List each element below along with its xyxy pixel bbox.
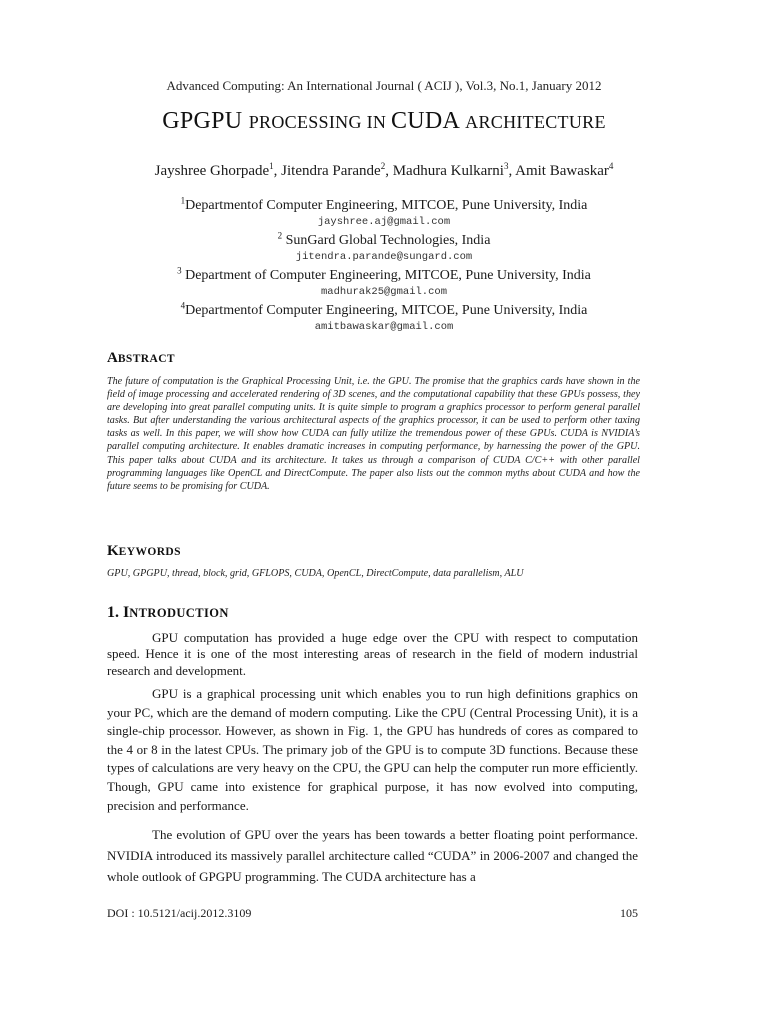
email-4: amitbawaskar@gmail.com [314,321,454,333]
intro-paragraph-3: The evolution of GPU over the years has been towards a better floating point performance. NVIDIA introduced its massively parallel architecture called “CUDA” in 2006-2007 and changed the whole outlook of GPGPU programming. The CUDA architecture has a [107,827,638,884]
affiliation-2: $^2$ SunGard Global Technologies, India [277,230,491,248]
affiliations [0,197,768,337]
intro-paragraph-2: GPU is a graphical processing unit which enables you to run high definitions graphics on your PC, which are the demand of modern computing. Like the CPU (Central Processing Unit), it is a single-chip processor. However, as shown in Fig. 1, the GPU has hundreds of cores as compared to the 4 or 8 in the latest CPUs. The primary job of the GPU is to compute 3D functions. Because these types of calculations are very heavy on the CPU, the GPU can help the computer run more efficiently. Though, GPU came into existence for graphical purpose, it has now evolved into computing, precision and performance. [107,686,638,813]
author-list [0,163,768,180]
paper-title: GPGPU PROCESSING IN CUDA ARCHITECTURE [162,108,606,134]
intro-paragraph-1: GPU computation has provided a huge edge over the CPU with respect to computation speed. Hence it is one of the most interesting areas of research in the field of modern industrial research and development. [107,630,638,678]
page-number: 105 [620,906,638,920]
author-2: Jitendra Parande$^2$, [281,161,393,179]
email-3: madhurak25@gmail.com [320,286,448,298]
author-4: Amit Bawaskar$^4$ [515,161,614,179]
doi: DOI : 10.5121/acij.2012.3109 [107,906,252,920]
affiliation-1: $^1$Departmentof Computer Engineering, MITCOE, Pune University, India [180,195,588,213]
email-2: jitendra.parande@sungard.com [295,251,473,263]
affiliation-3: $^3$ Department of Computer Engineering, MITCOE, Pune University, India [177,265,591,283]
affiliation-4: $^4$Departmentof Computer Engineering, MITCOE, Pune University, India [180,300,588,318]
abstract-text: The future of computation is the Graphical Processing Unit, i.e. the GPU. The promise that the graphics cards have shown in the field of image processing and accelerated rendering of 3D scenes, and the computational capability that these GPUs possess, they are developing into great parallel computing units. It is quite simple to program a graphics processor to perform general parallel tasks. But after understanding the various architectural aspects of the graphics processor, it can be used to perform other taxing tasks as well. In this paper, we will show how CUDA can fully utilize the tremendous power of these GPUs. CUDA is NVIDIA’s parallel computing architecture. It enables dramatic increases in computing performance, by harnessing the power of the GPU. This paper talks about CUDA and its architecture. It takes us through a comparison of CUDA C/C++ with other parallel programming languages like OpenCL and DirectCompute. The paper also lists out the common myths about CUDA and how the future seems to be promising for CUDA. [107,376,640,492]
abstract-heading: ABSTRACT [107,350,175,366]
keywords-text: GPU, GPGPU, thread, block, grid, GFLOPS, CUDA, OpenCL, DirectCompute, data parallelism, ALU [107,568,524,579]
keywords-heading: KEYWORDS [107,543,181,559]
running-header: Advanced Computing: An International Journal ( ACIJ ), Vol.3, No.1, January 2012 [166,78,602,93]
introduction-heading: 1. INTRODUCTION [107,604,229,621]
author-1: Jayshree Ghorpade$^1$, [154,161,282,179]
email-1: jayshree.aj@gmail.com [317,216,451,228]
author-3: Madhura Kulkarni$^3$, [392,161,516,179]
